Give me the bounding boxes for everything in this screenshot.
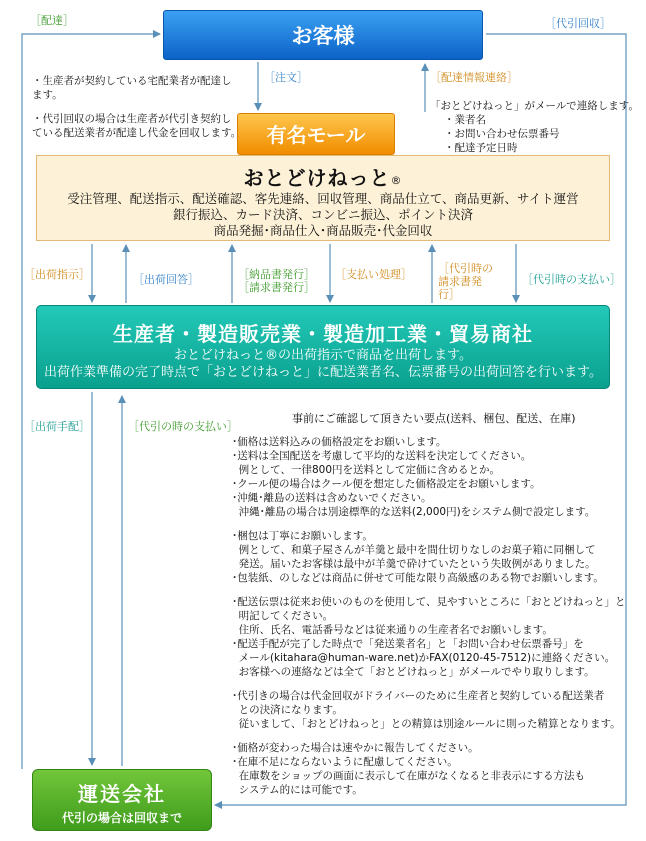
label-ship-reply: ［出荷回答］ [133,273,199,286]
label-order: ［注文］ [264,71,308,84]
arrow-delivery [22,34,160,769]
customer-box [163,10,483,60]
point-line: 従いまして、「おとどけねっと」との精算は別途ルールに則った精算となります。 [232,718,621,730]
left-notes [32,74,241,140]
point-line: 例として、和菓子屋さんが羊羹と最中を間仕切りなしのお菓子箱に同梱して [232,544,596,556]
point-line: ･代引きの場合は代金回収がドライバーのために生産者と契約している配送業者 [232,690,605,702]
point-line: 例として、一律800円を送料として定価に含めるとか。 [232,464,501,476]
point-line: ･在庫不足にならないように配慮してください。 [232,756,458,768]
left-note-2: ます。 [32,89,63,101]
label-delivery-info: ［配達情報連絡］ [430,71,518,84]
point-line: ･沖縄･離島の送料は含めないでください。 [232,492,432,504]
label-cod-invoice-3: 行］ [438,288,460,301]
point-line: ･送料は全国配送を考慮して平均的な送料を決定してください。 [232,450,532,462]
transport-box [32,769,212,831]
points-title: 事前にご確認して頂きたい要点(送料、梱包、配送、在庫) [292,412,576,425]
otodoke-services-3: 商品発掘･商品仕入･商品販売･代金回収 [213,223,433,238]
producer-line-1: おとどけねっと®の出荷指示で商品を出荷します。 [174,348,472,363]
customer-label: お客様 [291,24,355,48]
point-line: ･配送伝票は従来お使いのものを使用して、見やすいところに「おとどけねっと」と [232,596,626,608]
transport-label: 運送会社 [78,782,166,806]
right-notes [430,99,639,155]
point-line: ･包装紙、のしなどは商品に併せて可能な限り高級感のある物でお願いします。 [232,572,604,584]
mall-label: 有名モール [266,123,366,147]
otodoke-title [37,162,609,191]
point-line: システム的には可能です。 [232,784,363,796]
transport-sub: 代引の場合は回収まで [61,811,182,825]
otodoke-box [36,155,610,241]
label-delivery: ［配達］ [30,14,74,27]
registered-mark: ® [390,174,403,187]
producer-title: 生産者・製造販売業・製造加工業・貿易商社 [113,322,533,346]
points-list [232,435,632,797]
point-line: 住所、氏名、電話番号などは従来通りの生産者名でお願いします。 [232,624,553,636]
point-line: ･価格が変わった場合は速やかに報告してください。 [232,742,479,754]
otodoke-services-1: 受注管理、配送指示、配送確認、客先連絡、回収管理、商品仕立て、商品更新、サイト運営 [67,191,579,206]
label-cod-payment-2: ［代引の時の支払い］ [128,420,238,433]
point-line: 発送。届いたお客様は最中が羊羹で砕けていたという失敗例がありました。 [232,558,596,570]
label-cod-invoice-1: ［代引時の [438,262,493,275]
right-note-item-2: ・お問い合わせ伝票番号 [444,128,560,140]
point-line: ･配送手配が完了した時点で「発送業者名」と「お問い合わせ伝票番号」を [232,638,584,650]
point-line: ･梱包は丁寧にお願いします。 [232,530,373,542]
point-line: 沖縄･離島の場合は別途標準的な送料(2,000円)をシステム側で設定します。 [232,506,596,518]
point-line: 明記してください。 [232,610,334,622]
label-ship-arrange: ［出荷手配］ [24,420,90,433]
label-cod-collect: ［代引回収］ [545,17,611,30]
right-note-item-1: ・業者名 [444,114,486,126]
label-cod-invoice-2: 請求書発 [438,275,482,288]
left-note-4: ている配送業者が配達し代金を回収します。 [32,127,242,139]
otodoke-name: おとどけねっと [243,166,391,190]
point-line: お客様への連絡などは全て「おとどけねっと」がメールでやり取りします。 [232,666,595,678]
label-invoice-issue-2: ［請求書発行］ [238,281,315,294]
left-note-1: ・生産者が契約している宅配業者が配達し [32,75,232,87]
point-line: ･クール便の場合はクール便を想定した価格設定をお願いします。 [232,478,541,490]
producer-line-2: 出荷作業準備の完了時点で「おとどけねっと」に配送業者名、伝票番号の出荷回答を行います。 [44,365,602,380]
point-line: ･価格は送料込みの価格設定をお願いします。 [232,436,447,448]
left-note-3: ・代引回収の場合は生産者が代引き契約し [32,113,232,125]
mall-box [237,113,395,155]
right-note-1: 「おとどけねっと」がメールで連絡します。 [430,100,639,112]
point-line: との決済になります。 [232,704,343,716]
label-invoice-issue-1: ［納品書発行］ [238,268,315,281]
right-note-item-3: ・配達予定日時 [444,142,518,154]
label-cod-payment: ［代引時の支払い］ [522,273,621,286]
otodoke-services-2: 銀行振込、カード決済、コンビニ振込、ポイント決済 [172,207,473,222]
producer-box [36,305,610,389]
label-ship-instruction: ［出荷指示］ [24,268,90,281]
point-line: 在庫数をショップの画面に表示して在庫がなくなると非表示にする方法も [232,770,585,782]
point-line: メール(kitahara@human-ware.net)かFAX(0120-45-7512)に連絡ください。 [232,652,616,664]
label-payment: ［支払い処理］ [335,268,412,281]
